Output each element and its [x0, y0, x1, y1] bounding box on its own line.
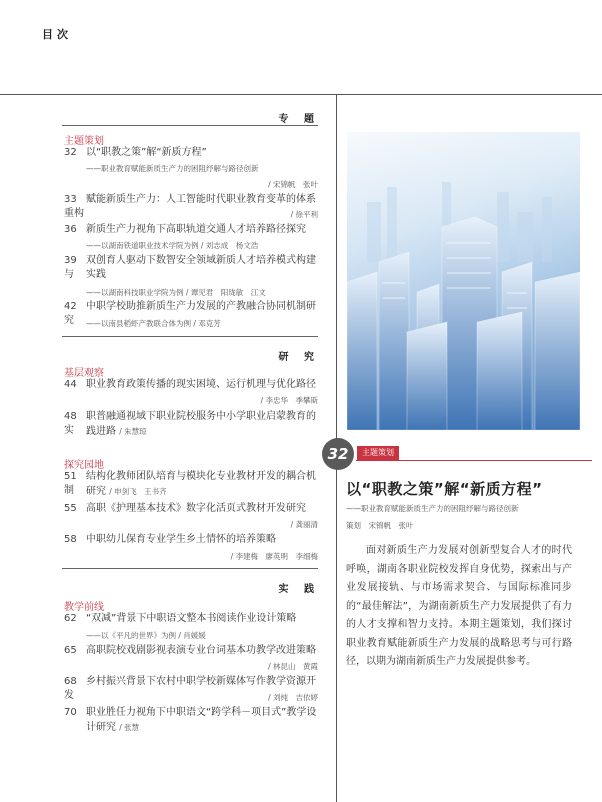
section-rule	[62, 125, 318, 126]
toc-entry[interactable]: 44 职业教育政策传播的现实困境、运行机理与优化路径	[64, 379, 316, 390]
toc-entry[interactable]: 33 赋能新质生产力：人工智能时代职业教育变革的体系重构	[64, 194, 316, 219]
toc-author: / 宋锦帆 张叶	[268, 180, 318, 189]
section-title-shijian: 实 践	[278, 584, 320, 595]
subsection-title: 基层观察	[64, 368, 104, 379]
toc-entry[interactable]: 70 职业胜任力视角下中职语文“跨学科－项目式”教学设	[64, 707, 317, 718]
toc-subtitle: ——以湖南铁道职业技术学院为例 / 刘志成 杨文浩	[86, 241, 259, 250]
toc-subtitle: ——以湖南科技职业学院为例 / 谭见君 阳珑敏 江文	[86, 288, 266, 297]
toc-author: / 徐平利	[290, 210, 318, 219]
subsection-title: 主题策划	[64, 136, 104, 147]
subsection-title: 教学前线	[64, 602, 104, 613]
feature-body: 面对新质生产力发展对创新型复合人才的时代呼唤，湖南各职业院校发挥自身优势，探索出与产业发展接轨、与市场需求契合、与国际标准同步的“最佳解法”，为湖南新质生产力发展提供了有力的人才支撑和智力支持。本期主题策划，我们探讨职业教育赋能新质生产力发展的战略思考与可行路径，以期为湖南新质生产力发展提供参考。	[346, 545, 572, 667]
toc-entry[interactable]: 55 高职《护理基本技术》数字化活页式教材开发研究	[64, 503, 306, 514]
feature-authors: 策划 宋锦帆 张叶	[346, 521, 414, 530]
toc-entry-cont: 实践	[86, 269, 106, 280]
toc-subtitle: ——以南县稻虾产教联合体为例 / 邓克芳	[86, 319, 221, 328]
toc-entry[interactable]: 48 职普融通视域下职业院校服务中小学职业启蒙教育的实	[64, 411, 316, 436]
toc-entry-cont: 计研究 / 张慧	[86, 722, 140, 733]
subsection-title: 探究园地	[64, 460, 104, 471]
section-title-yanjiu: 研 究	[278, 352, 320, 363]
toc-subtitle: ——职业教育赋能新质生产力的困阻纾解与路径创新	[86, 164, 259, 173]
toc-author: / 李建梅 廖英明 李细梅	[230, 552, 318, 561]
toc-subtitle: ——以《平凡的世界》为例 / 肖媛媛	[86, 631, 206, 640]
toc-entry-cont: 践进路 / 朱慧琼	[86, 426, 147, 437]
toc-entry[interactable]: 68 乡村振兴背景下农村中职学校新媒体写作教学资源开发	[64, 676, 316, 701]
toc-entry[interactable]: 51 结构化教师团队培育与模块化专业教材开发的耦合机制	[64, 471, 316, 496]
toc-author: / 李忠华 季攀斯	[260, 396, 318, 405]
toc-entry[interactable]: 58 中职幼儿保育专业学生乡土情怀的培养策略	[64, 534, 276, 545]
toc-entry[interactable]: 65 高职院校戏剧影视表演专业台词基本功教学改进策略	[64, 645, 316, 656]
toc-entry[interactable]: 36 新质生产力视角下高职轨道交通人才培养路径探究	[64, 224, 306, 235]
city-illustration	[347, 132, 580, 430]
section-title-zhuanti: 专 题	[278, 114, 320, 125]
toc-entry[interactable]: 62 “双减”背景下中职语文整本书阅读作业设计策略	[64, 613, 297, 624]
page-number-badge: 32	[322, 438, 354, 470]
top-divider	[0, 94, 602, 95]
toc-author: / 林昆山 黄霞	[268, 662, 318, 671]
feature-title[interactable]: 以“职教之策”解“新质方程”	[346, 480, 543, 498]
page-title: 目次	[42, 28, 72, 41]
toc-entry-cont: 研究 / 申剑飞 王书齐	[86, 486, 167, 497]
feature-subtitle: ——职业教育赋能新质生产力的困阻纾解与路径创新	[346, 504, 519, 513]
section-rule	[62, 568, 318, 569]
feature-tag: 主题策划	[357, 446, 399, 460]
toc-author: / 刘纯 吉依婷	[268, 693, 318, 702]
toc-entry[interactable]: 39 双创育人驱动下数智安全领域新质人才培养模式构建与	[64, 255, 316, 280]
toc-entry[interactable]: 32 以“职教之策”解“新质方程”	[64, 147, 207, 158]
toc-entry[interactable]: 42 中职学校助推新质生产力发展的产教融合协同机制研究	[64, 301, 316, 326]
section-rule	[62, 336, 318, 337]
city-buildings-graphic	[347, 132, 580, 430]
toc-author: / 龚丽清	[290, 520, 318, 529]
